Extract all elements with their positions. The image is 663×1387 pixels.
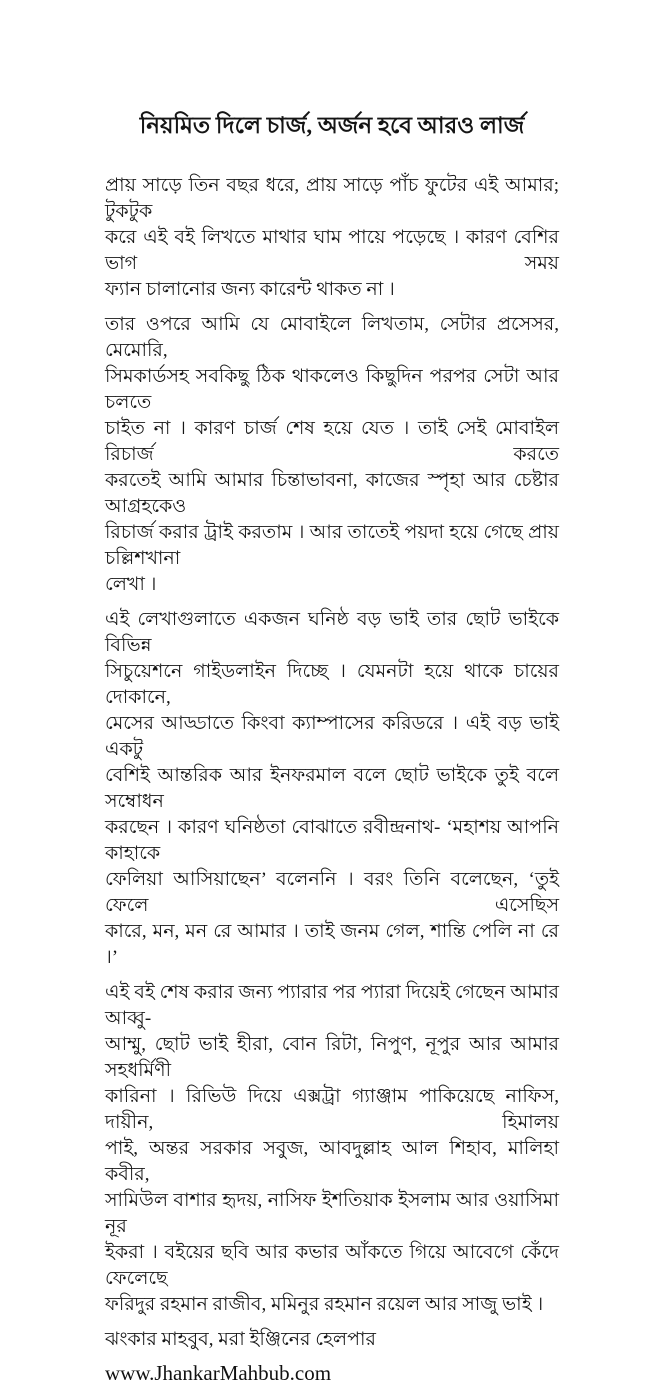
- text-line: করছেন । কারণ ঘনিষ্ঠতা বোঝাতে রবীন্দ্রনাথ- ‘মহাশয় আপনি কাহাকে: [105, 817, 559, 864]
- paragraph: [105, 607, 559, 971]
- body-paragraphs: [105, 173, 559, 1318]
- text-line: চাইত না । কারণ চার্জ শেষ হয়ে যেত । তাই সেই মোবাইল রিচার্জ করতে: [105, 418, 559, 465]
- text-line: ফেলিয়া আসিয়াছেন’ বলেননি । বরং তিনি বলেছেন, ‘তুই ফেলে এসেছিস: [105, 869, 559, 916]
- text-line: মেসের আড্ডাতে কিংবা ক্যাম্পাসের করিডরে । এই বড় ভাই একটু: [105, 713, 559, 760]
- paragraph: [105, 173, 559, 303]
- paragraph: [105, 312, 559, 598]
- paragraph: [105, 980, 559, 1318]
- text-line: সিমকার্ডসহ সবকিছু ঠিক থাকলেও কিছুদিন পরপর সেটা আর চলতে: [105, 366, 559, 413]
- page-title: নিয়মিত দিলে চার্জ, অর্জন হবে আরও লার্জ: [139, 113, 525, 138]
- text-line: আম্মু, ছোট ভাই হীরা, বোন রিটা, নিপুণ, নূপুর আর আমার সহধর্মিণী: [105, 1034, 559, 1081]
- text-line: ফরিদুর রহমান রাজীব, মমিনুর রহমান রয়েল আর সাজু ভাই ।: [105, 1294, 544, 1315]
- text-line: করে এই বই লিখতে মাথার ঘাম পায়ে পড়েছে । কারণ বেশির ভাগ সময়: [105, 227, 559, 274]
- website-url: www.JhankarMahbub.com: [105, 1361, 332, 1385]
- text-line: করতেই আমি আমার চিন্তাভাবনা, কাজের স্পৃহা আর চেষ্টার আগ্রহকেও: [105, 470, 559, 517]
- author-signature: ঝংকার মাহবুব, মরা ইঞ্জিনের হেলপার: [105, 1329, 376, 1350]
- text-line: রিচার্জ করার ট্রাই করতাম । আর তাতেই পয়দা হয়ে গেছে প্রায় চল্লিশখানা: [105, 522, 559, 569]
- text-line: প্রায় সাড়ে তিন বছর ধরে, প্রায় সাড়ে পাঁচ ফুটের এই আমার; টুকটুক: [105, 175, 559, 222]
- page-content: [105, 110, 559, 1387]
- text-line: পাই, অন্তর সরকার সবুজ, আবদুল্লাহ আল শিহাব, মালিহা কবীর,: [105, 1138, 559, 1185]
- text-line: বেশিই আন্তরিক আর ইনফরমাল বলে ছোট ভাইকে তুই বলে সম্বোধন: [105, 765, 559, 812]
- text-line: সিচুয়েশনে গাইডলাইন দিচ্ছে । যেমনটা হয়ে থাকে চায়ের দোকানে,: [105, 661, 559, 708]
- text-line: এই লেখাগুলাতে একজন ঘনিষ্ঠ বড় ভাই তার ছোট ভাইকে বিভিন্ন: [105, 609, 559, 656]
- text-line: লেখা ।: [105, 574, 157, 595]
- text-line: কারিনা । রিভিউ দিয়ে এক্সট্রা গ্যাঞ্জাম পাকিয়েছে নাফিস, দায়ীন, হিমালয়: [105, 1086, 559, 1133]
- text-line: তার ওপরে আমি যে মোবাইলে লিখতাম, সেটার প্রসেসর, মেমোরি,: [105, 314, 559, 361]
- text-line: ইকরা । বইয়ের ছবি আর কভার আঁকতে গিয়ে আবেগে কেঁদে ফেলেছে: [105, 1242, 559, 1289]
- text-line: সামিউল বাশার হৃদয়, নাসিফ ইশতিয়াক ইসলাম আর ওয়াসিমা নূর: [105, 1190, 559, 1237]
- text-line: ফ্যান চালানোর জন্য কারেন্ট থাকত না ।: [105, 279, 395, 300]
- text-line: কারে, মন, মন রে আমার । তাই জনম গেল, শান্তি পেলি না রে ।’: [105, 921, 559, 968]
- text-line: এই বই শেষ করার জন্য প্যারার পর প্যারা দিয়েই গেছেন আমার আব্বু-: [105, 982, 559, 1029]
